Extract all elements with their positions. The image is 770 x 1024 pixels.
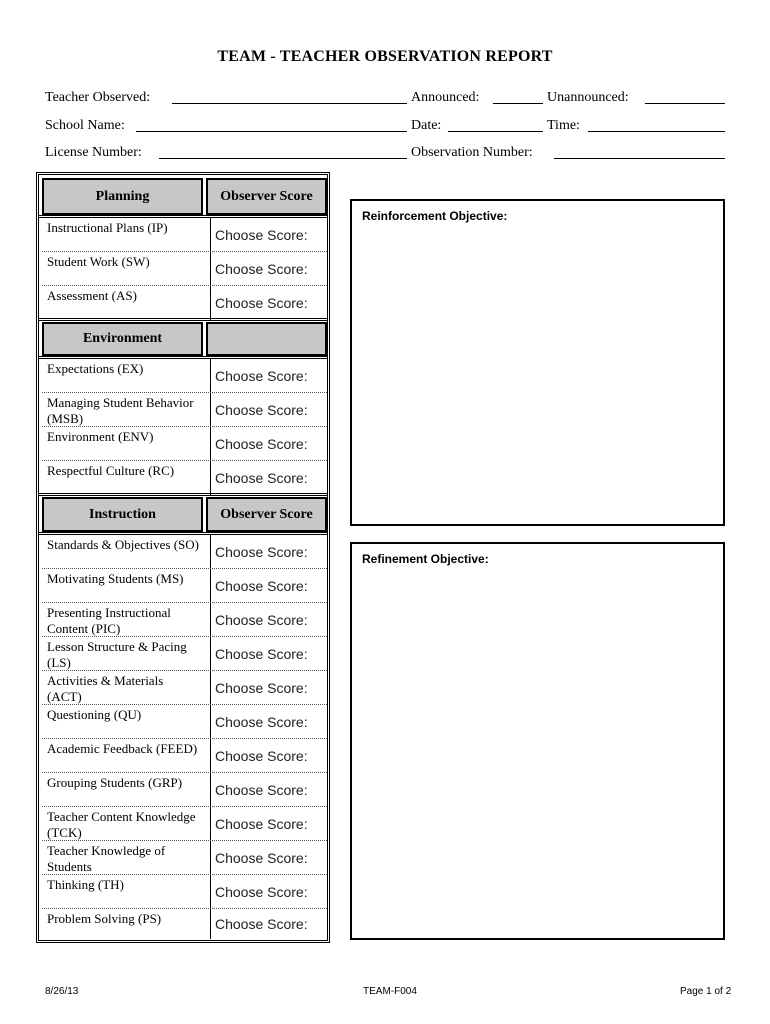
row-label: Assessment (AS) bbox=[47, 288, 137, 303]
score-dropdown[interactable]: Choose Score: bbox=[210, 909, 325, 939]
section-divider bbox=[39, 532, 327, 535]
score-dropdown[interactable]: Choose Score: bbox=[210, 286, 325, 320]
row-label: Problem Solving (PS) bbox=[47, 911, 162, 926]
page-title: TEAM - TEACHER OBSERVATION REPORT bbox=[217, 48, 553, 65]
score-dropdown[interactable]: Choose Score: bbox=[210, 535, 325, 568]
row-label: Thinking (TH) bbox=[47, 877, 124, 892]
row-label: Grouping Students (GRP) bbox=[47, 775, 183, 790]
score-row-sw bbox=[42, 252, 327, 286]
row-label: Motivating Students (MS) bbox=[47, 571, 184, 586]
refinement-objective-box[interactable] bbox=[350, 542, 725, 940]
score-dropdown[interactable]: Choose Score: bbox=[210, 637, 325, 670]
school-name-label: School Name: bbox=[45, 118, 125, 133]
instruction-score-header: Observer Score bbox=[206, 497, 327, 532]
score-row-env bbox=[42, 427, 327, 461]
row-label: Expectations (EX) bbox=[47, 361, 144, 376]
planning-header: Planning bbox=[42, 178, 203, 215]
score-row-qu bbox=[42, 705, 327, 739]
score-row-tck bbox=[42, 807, 327, 841]
score-row-tks bbox=[42, 841, 327, 875]
score-dropdown[interactable]: Choose Score: bbox=[210, 218, 325, 251]
reinforcement-objective-label: Reinforcement Objective: bbox=[362, 209, 508, 223]
environment-score-header bbox=[206, 322, 327, 356]
footer-form-id: TEAM-F004 bbox=[363, 986, 417, 997]
score-row-ps bbox=[42, 909, 327, 939]
section-divider bbox=[39, 356, 327, 359]
score-row-msb bbox=[42, 393, 327, 427]
time-label: Time: bbox=[547, 118, 580, 133]
environment-header: Environment bbox=[42, 322, 203, 356]
score-row-feed bbox=[42, 739, 327, 773]
observation-number-field[interactable] bbox=[554, 145, 725, 159]
score-dropdown[interactable]: Choose Score: bbox=[210, 671, 325, 704]
teacher-observed-field[interactable] bbox=[172, 90, 407, 104]
score-row-th bbox=[42, 875, 327, 909]
score-row-ex bbox=[42, 359, 327, 393]
reinforcement-objective-box[interactable] bbox=[350, 199, 725, 526]
unannounced-field[interactable] bbox=[645, 90, 725, 104]
date-label: Date: bbox=[411, 118, 442, 133]
row-label: Academic Feedback (FEED) bbox=[47, 741, 198, 756]
row-label: Questioning (QU) bbox=[47, 707, 142, 722]
score-dropdown[interactable]: Choose Score: bbox=[210, 705, 325, 738]
score-row-ms bbox=[42, 569, 327, 603]
section-divider bbox=[39, 318, 327, 321]
row-label: Presenting Instructional Content (PIC) bbox=[47, 605, 171, 636]
score-row-rc bbox=[42, 461, 327, 495]
planning-score-header: Observer Score bbox=[206, 178, 327, 215]
score-dropdown[interactable]: Choose Score: bbox=[210, 252, 325, 285]
score-dropdown[interactable]: Choose Score: bbox=[210, 569, 325, 602]
score-dropdown[interactable]: Choose Score: bbox=[210, 807, 325, 840]
footer-page-number: Page 1 of 2 bbox=[680, 986, 732, 997]
license-number-field[interactable] bbox=[159, 145, 407, 159]
row-label: Lesson Structure & Pacing (LS) bbox=[47, 639, 187, 670]
teacher-observed-label: Teacher Observed: bbox=[45, 90, 151, 105]
row-label: Standards & Objectives (SO) bbox=[47, 537, 200, 552]
score-dropdown[interactable]: Choose Score: bbox=[210, 359, 325, 392]
footer-date: 8/26/13 bbox=[45, 986, 79, 997]
score-row-ls bbox=[42, 637, 327, 671]
school-name-field[interactable] bbox=[136, 118, 407, 132]
score-dropdown[interactable]: Choose Score: bbox=[210, 841, 325, 874]
instruction-header: Instruction bbox=[42, 497, 203, 532]
score-dropdown[interactable]: Choose Score: bbox=[210, 773, 325, 806]
section-divider bbox=[39, 493, 327, 496]
time-field[interactable] bbox=[588, 118, 725, 132]
unannounced-label: Unannounced: bbox=[547, 90, 629, 105]
date-field[interactable] bbox=[448, 118, 543, 132]
score-row-pic bbox=[42, 603, 327, 637]
row-label: Activities & Materials (ACT) bbox=[47, 673, 164, 704]
row-label: Managing Student Behavior (MSB) bbox=[47, 395, 194, 426]
row-label: Respectful Culture (RC) bbox=[47, 463, 175, 478]
score-dropdown[interactable]: Choose Score: bbox=[210, 603, 325, 636]
observation-number-label: Observation Number: bbox=[411, 145, 533, 160]
license-number-label: License Number: bbox=[45, 145, 142, 160]
row-label: Environment (ENV) bbox=[47, 429, 154, 444]
announced-label: Announced: bbox=[411, 90, 480, 105]
score-row-as bbox=[42, 286, 327, 320]
score-table bbox=[36, 172, 330, 943]
row-label: Teacher Content Knowledge (TCK) bbox=[47, 809, 196, 840]
score-row-grp bbox=[42, 773, 327, 807]
score-row-act bbox=[42, 671, 327, 705]
score-dropdown[interactable]: Choose Score: bbox=[210, 393, 325, 426]
score-dropdown[interactable]: Choose Score: bbox=[210, 875, 325, 908]
score-dropdown[interactable]: Choose Score: bbox=[210, 427, 325, 460]
score-dropdown[interactable]: Choose Score: bbox=[210, 739, 325, 772]
score-dropdown[interactable]: Choose Score: bbox=[210, 461, 325, 495]
row-label: Instructional Plans (IP) bbox=[47, 220, 168, 235]
score-row-so bbox=[42, 535, 327, 569]
score-row-ip bbox=[42, 218, 327, 252]
row-label: Teacher Knowledge of Students bbox=[47, 843, 166, 874]
refinement-objective-label: Refinement Objective: bbox=[362, 552, 489, 566]
row-label: Student Work (SW) bbox=[47, 254, 150, 269]
announced-field[interactable] bbox=[493, 90, 543, 104]
section-divider bbox=[39, 215, 327, 218]
